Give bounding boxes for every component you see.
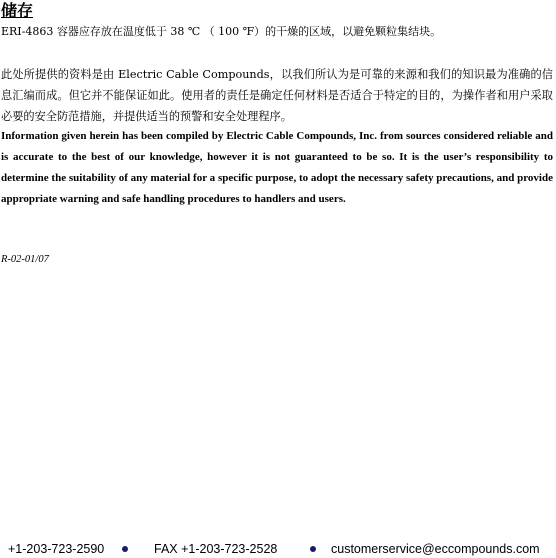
phone-number: +1-203-723-2590	[8, 542, 105, 556]
disclaimer-english: Information given herein has been compiled by Electric Cable Compounds, Inc. from sources considered reliable and is accurate to the best of our knowledge, however it is not guaranteed to be so. It is the user’s responsibility to determine the suitability of any material for a specific purpose, to adopt the necessary safety precautions, and provide appropriate warning and safe handling procedures to handlers and users.	[1, 130, 553, 205]
fax-number: FAX +1-203-723-2528	[154, 542, 278, 556]
bullet-icon	[122, 546, 128, 552]
contact-footer	[8, 540, 553, 558]
section-heading-storage: 储存	[1, 1, 34, 20]
disclaimer-chinese: 此处所提供的资料是由 Electric Cable Compounds，以我们所认为是可靠的来源和我们的知识最为准确的信息汇编而成。但它并不能保证如此。使用者的责任是确定任何材料是否适合于特定的目的，为操作者和用户采取必要的安全防范措施，并提供适当的预警和安全处理程序。	[1, 68, 553, 123]
email-address: customerservice@eccompounds.com	[331, 542, 540, 556]
reference-code: R-02-01/07	[1, 254, 49, 265]
storage-instructions: ERI-4863 容器应存放在温度低于 38 ℃ （ 100 ℉）的干燥的区域，以避免颗粒集结块。	[1, 25, 442, 38]
bullet-icon	[310, 546, 316, 552]
